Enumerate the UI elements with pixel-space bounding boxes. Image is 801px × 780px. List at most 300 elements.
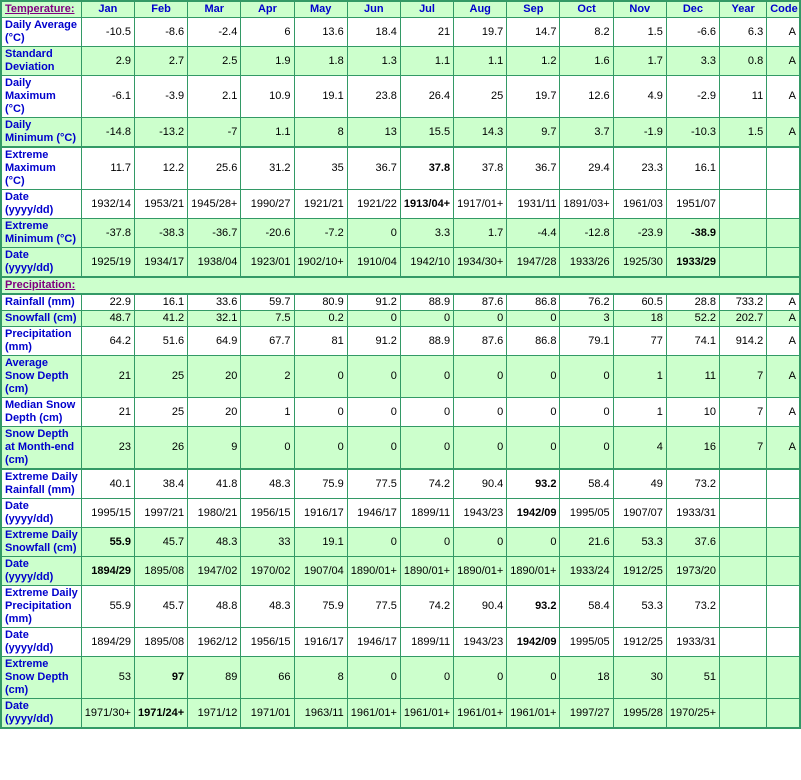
table-row (1, 528, 800, 557)
data-cell: 1 (613, 398, 666, 427)
data-cell: 0.8 (720, 47, 767, 76)
table-row (1, 398, 800, 427)
table-row (1, 557, 800, 586)
precipitation-section-link[interactable]: Precipitation: (5, 279, 76, 291)
data-cell: 1934/17 (134, 248, 187, 278)
data-cell (720, 699, 767, 729)
data-cell: 25 (134, 356, 187, 398)
data-cell: 88.9 (400, 327, 453, 356)
temperature-section-link[interactable]: Temperature: (5, 3, 75, 15)
data-cell: 0 (507, 311, 560, 327)
column-header-year: Year (720, 1, 767, 18)
data-cell: 0 (347, 398, 400, 427)
data-cell: 1.5 (720, 118, 767, 148)
data-cell (767, 248, 800, 278)
data-cell (720, 499, 767, 528)
data-cell: -36.7 (188, 219, 241, 248)
table-body (1, 1, 800, 728)
data-cell: 74.2 (400, 586, 453, 628)
data-cell: A (767, 118, 800, 148)
row-label: Extreme Maximum (°C) (1, 147, 81, 190)
data-cell: 67.7 (241, 327, 294, 356)
row-label: Date (yyyy/dd) (1, 499, 81, 528)
row-label: Date (yyyy/dd) (1, 699, 81, 729)
data-cell: 1946/17 (347, 499, 400, 528)
data-cell: 1971/24+ (134, 699, 187, 729)
data-cell: 87.6 (454, 327, 507, 356)
data-cell: 0 (347, 311, 400, 327)
data-cell: 1942/09 (507, 499, 560, 528)
row-label: Extreme Snow Depth (cm) (1, 657, 81, 699)
data-cell: 75.9 (294, 469, 347, 499)
data-cell: 1899/11 (400, 499, 453, 528)
data-cell: 29.4 (560, 147, 613, 190)
data-cell: 1899/11 (400, 628, 453, 657)
data-cell: 1.1 (241, 118, 294, 148)
data-cell: 23 (81, 427, 134, 470)
data-cell: 64.2 (81, 327, 134, 356)
data-cell: 55.9 (81, 586, 134, 628)
data-cell: 1953/21 (134, 190, 187, 219)
data-cell (767, 190, 800, 219)
data-cell: 53 (81, 657, 134, 699)
data-cell: A (767, 327, 800, 356)
data-cell: 7 (720, 398, 767, 427)
column-header-dec: Dec (666, 1, 719, 18)
data-cell: 23.8 (347, 76, 400, 118)
table-row (1, 147, 800, 190)
data-cell (720, 557, 767, 586)
data-cell: 25 (134, 398, 187, 427)
header-row (1, 1, 800, 18)
data-cell: 90.4 (454, 586, 507, 628)
data-cell: 1943/23 (454, 628, 507, 657)
row-label: Rainfall (mm) (1, 294, 81, 311)
data-cell: 1.1 (454, 47, 507, 76)
data-cell: 202.7 (720, 311, 767, 327)
data-cell: A (767, 356, 800, 398)
table-row (1, 628, 800, 657)
data-cell: 41.2 (134, 311, 187, 327)
data-cell: 1.5 (613, 18, 666, 47)
data-cell: 1 (613, 356, 666, 398)
data-cell: 1895/08 (134, 628, 187, 657)
data-cell: 0 (507, 398, 560, 427)
row-label: Extreme Minimum (°C) (1, 219, 81, 248)
data-cell: 20 (188, 398, 241, 427)
data-cell: 1.2 (507, 47, 560, 76)
data-cell: 37.8 (400, 147, 453, 190)
data-cell: 0 (347, 356, 400, 398)
data-cell: 90.4 (454, 469, 507, 499)
data-cell: 25 (454, 76, 507, 118)
data-cell: A (767, 294, 800, 311)
data-cell: 1971/12 (188, 699, 241, 729)
data-cell: -13.2 (134, 118, 187, 148)
data-cell: -2.9 (666, 76, 719, 118)
data-cell: 1971/30+ (81, 699, 134, 729)
data-cell: A (767, 47, 800, 76)
data-cell: -20.6 (241, 219, 294, 248)
row-label: Date (yyyy/dd) (1, 190, 81, 219)
table-row (1, 356, 800, 398)
data-cell (720, 248, 767, 278)
data-cell: 28.8 (666, 294, 719, 311)
data-cell: 75.9 (294, 586, 347, 628)
data-cell: 6.3 (720, 18, 767, 47)
data-cell: 48.7 (81, 311, 134, 327)
data-cell: 91.2 (347, 327, 400, 356)
data-cell: 6 (241, 18, 294, 47)
data-cell: 8.2 (560, 18, 613, 47)
data-cell: 1923/01 (241, 248, 294, 278)
data-cell: 93.2 (507, 586, 560, 628)
data-cell: -38.3 (134, 219, 187, 248)
data-cell: 1.3 (347, 47, 400, 76)
table-row (1, 699, 800, 729)
data-cell: 21 (81, 398, 134, 427)
table-row (1, 47, 800, 76)
data-cell: 51.6 (134, 327, 187, 356)
data-cell: 18.4 (347, 18, 400, 47)
data-cell: 0 (294, 356, 347, 398)
data-cell: 16.1 (666, 147, 719, 190)
data-cell (720, 147, 767, 190)
data-cell: 1913/04+ (400, 190, 453, 219)
data-cell: 1995/05 (560, 628, 613, 657)
data-cell (767, 657, 800, 699)
data-cell: 26.4 (400, 76, 453, 118)
data-cell: 45.7 (134, 586, 187, 628)
column-header-code: Code (767, 1, 800, 18)
column-header-oct: Oct (560, 1, 613, 18)
data-cell: 86.8 (507, 294, 560, 311)
table-row (1, 499, 800, 528)
data-cell: 48.8 (188, 586, 241, 628)
data-cell: -12.8 (560, 219, 613, 248)
data-cell: 48.3 (188, 528, 241, 557)
data-cell: 36.7 (507, 147, 560, 190)
data-cell: 7 (720, 356, 767, 398)
data-cell: 36.7 (347, 147, 400, 190)
data-cell: 53.3 (613, 586, 666, 628)
data-cell: 1956/15 (241, 628, 294, 657)
data-cell: 2.1 (188, 76, 241, 118)
row-label: Precipitation (mm) (1, 327, 81, 356)
data-cell: 4 (613, 427, 666, 470)
row-label: Snowfall (cm) (1, 311, 81, 327)
data-cell: 1956/15 (241, 499, 294, 528)
precipitation-section-cell (1, 277, 800, 294)
data-cell: 80.9 (294, 294, 347, 311)
data-cell: 89 (188, 657, 241, 699)
data-cell: 0 (454, 657, 507, 699)
table-row (1, 327, 800, 356)
data-cell (720, 469, 767, 499)
data-cell: 1894/29 (81, 557, 134, 586)
column-header-sep: Sep (507, 1, 560, 18)
data-cell: -7.2 (294, 219, 347, 248)
data-cell: 0 (560, 356, 613, 398)
data-cell: 1921/22 (347, 190, 400, 219)
data-cell: 1917/01+ (454, 190, 507, 219)
data-cell: 0 (560, 427, 613, 470)
data-cell: -14.8 (81, 118, 134, 148)
data-cell: 38.4 (134, 469, 187, 499)
column-header-apr: Apr (241, 1, 294, 18)
data-cell: 2 (241, 356, 294, 398)
data-cell: 55.9 (81, 528, 134, 557)
data-cell: 1933/24 (560, 557, 613, 586)
data-cell: 19.7 (507, 76, 560, 118)
data-cell: 53.3 (613, 528, 666, 557)
data-cell: 0 (400, 657, 453, 699)
data-cell: 15.5 (400, 118, 453, 148)
data-cell: 18 (613, 311, 666, 327)
column-header-nov: Nov (613, 1, 666, 18)
data-cell: 1970/25+ (666, 699, 719, 729)
data-cell: 0 (560, 398, 613, 427)
data-cell: 97 (134, 657, 187, 699)
data-cell: 8 (294, 118, 347, 148)
data-cell: 16 (666, 427, 719, 470)
row-label: Date (yyyy/dd) (1, 248, 81, 278)
column-header-jul: Jul (400, 1, 453, 18)
data-cell: 10 (666, 398, 719, 427)
data-cell: 88.9 (400, 294, 453, 311)
data-cell: A (767, 398, 800, 427)
data-cell: 0 (347, 528, 400, 557)
data-cell (767, 499, 800, 528)
data-cell: 1890/01+ (454, 557, 507, 586)
data-cell: 1907/07 (613, 499, 666, 528)
data-cell: 1910/04 (347, 248, 400, 278)
row-label: Extreme Daily Snowfall (cm) (1, 528, 81, 557)
data-cell: 9 (188, 427, 241, 470)
data-cell: 1980/21 (188, 499, 241, 528)
data-cell: 14.3 (454, 118, 507, 148)
data-cell: 0 (400, 356, 453, 398)
data-cell: -4.4 (507, 219, 560, 248)
data-cell: 1.1 (400, 47, 453, 76)
data-cell: 23.3 (613, 147, 666, 190)
data-cell: 41.8 (188, 469, 241, 499)
data-cell: 1912/25 (613, 628, 666, 657)
data-cell: 0 (454, 311, 507, 327)
data-cell: 0 (347, 427, 400, 470)
data-cell: 1995/28 (613, 699, 666, 729)
data-cell: 33 (241, 528, 294, 557)
data-cell: 1933/31 (666, 499, 719, 528)
data-cell: 3.3 (400, 219, 453, 248)
data-cell (767, 219, 800, 248)
data-cell: 1916/17 (294, 628, 347, 657)
data-cell: 1931/11 (507, 190, 560, 219)
data-cell: -37.8 (81, 219, 134, 248)
data-cell: A (767, 311, 800, 327)
data-cell: 1921/21 (294, 190, 347, 219)
data-cell (767, 628, 800, 657)
data-cell (720, 528, 767, 557)
data-cell: 18 (560, 657, 613, 699)
data-cell: -23.9 (613, 219, 666, 248)
data-cell: 31.2 (241, 147, 294, 190)
data-cell: 1942/09 (507, 628, 560, 657)
data-cell (767, 699, 800, 729)
data-cell: 1961/01+ (507, 699, 560, 729)
data-cell: 81 (294, 327, 347, 356)
data-cell: 1962/12 (188, 628, 241, 657)
data-cell: 58.4 (560, 586, 613, 628)
table-row (1, 469, 800, 499)
data-cell: 60.5 (613, 294, 666, 311)
data-cell: -2.4 (188, 18, 241, 47)
table-row (1, 76, 800, 118)
data-cell: 1970/02 (241, 557, 294, 586)
data-cell: 1895/08 (134, 557, 187, 586)
column-header-aug: Aug (454, 1, 507, 18)
data-cell: 1942/10 (400, 248, 453, 278)
section-row (1, 277, 800, 294)
data-cell: 59.7 (241, 294, 294, 311)
data-cell: 1890/01+ (400, 557, 453, 586)
data-cell: 12.2 (134, 147, 187, 190)
data-cell: 1891/03+ (560, 190, 613, 219)
data-cell: 16.1 (134, 294, 187, 311)
data-cell: 37.8 (454, 147, 507, 190)
data-cell: 1890/01+ (507, 557, 560, 586)
table-row (1, 294, 800, 311)
data-cell: 93.2 (507, 469, 560, 499)
data-cell: 11.7 (81, 147, 134, 190)
column-header-feb: Feb (134, 1, 187, 18)
row-label: Date (yyyy/dd) (1, 628, 81, 657)
data-cell: 1933/29 (666, 248, 719, 278)
data-cell: 7 (720, 427, 767, 470)
data-cell: 1890/01+ (347, 557, 400, 586)
data-cell: 1894/29 (81, 628, 134, 657)
data-cell: 3.7 (560, 118, 613, 148)
row-label: Extreme Daily Rainfall (mm) (1, 469, 81, 499)
data-cell: 1.9 (241, 47, 294, 76)
data-cell: 49 (613, 469, 666, 499)
data-cell: 58.4 (560, 469, 613, 499)
data-cell: 1902/10+ (294, 248, 347, 278)
data-cell: -38.9 (666, 219, 719, 248)
data-cell: 91.2 (347, 294, 400, 311)
data-cell: 0 (400, 427, 453, 470)
row-label: Average Snow Depth (cm) (1, 356, 81, 398)
data-cell: 3.3 (666, 47, 719, 76)
data-cell: 1963/11 (294, 699, 347, 729)
data-cell: 52.2 (666, 311, 719, 327)
data-cell: 0 (507, 427, 560, 470)
data-cell: 77.5 (347, 469, 400, 499)
data-cell: 0 (454, 427, 507, 470)
data-cell (720, 657, 767, 699)
data-cell: 26 (134, 427, 187, 470)
data-cell: 32.1 (188, 311, 241, 327)
data-cell: 0 (507, 657, 560, 699)
data-cell: 22.9 (81, 294, 134, 311)
data-cell: 1933/26 (560, 248, 613, 278)
data-cell: 19.1 (294, 76, 347, 118)
data-cell: 2.7 (134, 47, 187, 76)
data-cell: 0 (454, 528, 507, 557)
row-label: Snow Depth at Month-end (cm) (1, 427, 81, 470)
data-cell: 64.9 (188, 327, 241, 356)
data-cell: 73.2 (666, 469, 719, 499)
data-cell: -1.9 (613, 118, 666, 148)
data-cell (767, 147, 800, 190)
data-cell: 1912/25 (613, 557, 666, 586)
data-cell: -6.1 (81, 76, 134, 118)
data-cell: 1907/04 (294, 557, 347, 586)
table-row (1, 219, 800, 248)
table-row (1, 427, 800, 470)
data-cell: 79.1 (560, 327, 613, 356)
data-cell: 1961/01+ (347, 699, 400, 729)
data-cell: 48.3 (241, 469, 294, 499)
column-header-jan: Jan (81, 1, 134, 18)
data-cell: 1933/31 (666, 628, 719, 657)
data-cell: 37.6 (666, 528, 719, 557)
data-cell: 2.5 (188, 47, 241, 76)
data-cell: 1995/05 (560, 499, 613, 528)
data-cell: 1932/14 (81, 190, 134, 219)
data-cell (720, 628, 767, 657)
row-label: Standard Deviation (1, 47, 81, 76)
data-cell (720, 190, 767, 219)
row-label: Daily Maximum (°C) (1, 76, 81, 118)
data-cell: 0 (454, 356, 507, 398)
data-cell: 12.6 (560, 76, 613, 118)
data-cell: 1925/19 (81, 248, 134, 278)
row-label: Date (yyyy/dd) (1, 557, 81, 586)
data-cell: 1997/27 (560, 699, 613, 729)
data-cell: 1916/17 (294, 499, 347, 528)
row-label: Extreme Daily Precipitation (mm) (1, 586, 81, 628)
data-cell: 0 (347, 657, 400, 699)
data-cell: 40.1 (81, 469, 134, 499)
row-label: Daily Minimum (°C) (1, 118, 81, 148)
data-cell: 1971/01 (241, 699, 294, 729)
data-cell: 1995/15 (81, 499, 134, 528)
data-cell: 73.2 (666, 586, 719, 628)
row-label: Daily Average (°C) (1, 18, 81, 47)
data-cell: 1997/21 (134, 499, 187, 528)
data-cell: -10.5 (81, 18, 134, 47)
data-cell (767, 528, 800, 557)
data-cell: 19.1 (294, 528, 347, 557)
data-cell: 1961/01+ (454, 699, 507, 729)
row-label: Median Snow Depth (cm) (1, 398, 81, 427)
data-cell: 1961/01+ (400, 699, 453, 729)
data-cell: 1951/07 (666, 190, 719, 219)
temperature-section-cell (1, 1, 81, 18)
data-cell: 0.2 (294, 311, 347, 327)
data-cell: 66 (241, 657, 294, 699)
data-cell: 77 (613, 327, 666, 356)
data-cell: 1947/02 (188, 557, 241, 586)
data-cell: 1 (241, 398, 294, 427)
data-cell: 0 (400, 398, 453, 427)
data-cell: 14.7 (507, 18, 560, 47)
data-cell: 9.7 (507, 118, 560, 148)
table-row (1, 118, 800, 148)
data-cell: 51 (666, 657, 719, 699)
data-cell: 20 (188, 356, 241, 398)
